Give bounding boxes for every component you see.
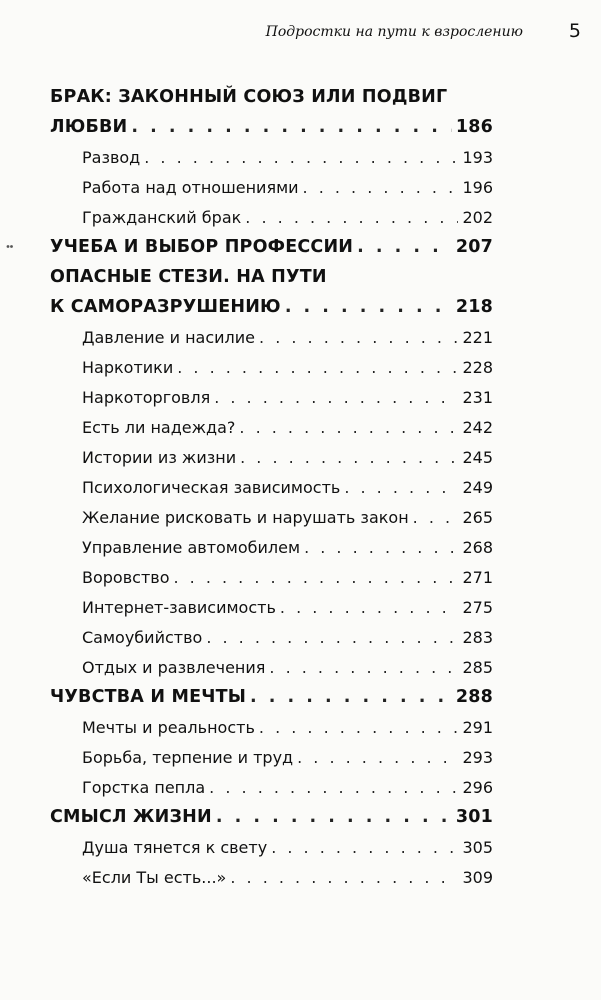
toc-entry-page: 196	[462, 178, 493, 197]
toc-entry-page: 301	[455, 807, 493, 827]
toc-section-entry	[50, 76, 493, 107]
toc-entry-title: Истории из жизни	[82, 448, 237, 467]
toc-entry-title: Борьба, терпение и труд	[82, 748, 294, 767]
toc-entry-page: 293	[462, 748, 493, 767]
toc-dot-leader	[285, 297, 452, 317]
page-number: 5	[568, 20, 581, 42]
toc-subsection-entry	[50, 647, 493, 677]
toc-entry-page: 249	[462, 478, 493, 497]
margin-mark-icon	[6, 234, 14, 239]
toc-section-entry	[50, 287, 493, 317]
toc-entry-page: 193	[462, 148, 493, 167]
toc-dot-leader	[214, 388, 458, 407]
toc-section-entry	[50, 797, 493, 827]
toc-entry-title: Наркоторговля	[82, 388, 211, 407]
toc-dot-leader	[245, 208, 458, 227]
toc-dot-leader	[239, 418, 458, 437]
toc-entry-title: Развод	[82, 148, 141, 167]
toc-entry-title: ЛЮБВИ	[50, 117, 128, 137]
toc-entry-page: 245	[462, 448, 493, 467]
toc-subsection-entry	[50, 857, 493, 887]
toc-entry-title: Гражданский брак	[82, 208, 242, 227]
toc-subsection-entry	[50, 317, 493, 347]
toc-dot-leader	[230, 868, 458, 887]
toc-entry-page: 221	[462, 328, 493, 347]
toc-subsection-entry	[50, 407, 493, 437]
toc-dot-leader	[357, 237, 452, 257]
toc-entry-page: 231	[462, 388, 493, 407]
toc-dot-leader	[177, 358, 458, 377]
toc-entry-title: Наркотики	[82, 358, 174, 377]
toc-subsection-entry	[50, 497, 493, 527]
toc-dot-leader	[144, 148, 458, 167]
toc-subsection-entry	[50, 767, 493, 797]
page-header	[0, 20, 601, 48]
toc-entry-page: 202	[462, 208, 493, 227]
toc-entry-title: Интернет-зависимость	[82, 598, 276, 617]
toc-entry-title: Есть ли надежда?	[82, 418, 236, 437]
toc-section-entry	[50, 227, 493, 257]
toc-entry-page: 265	[462, 508, 493, 527]
toc-entry-title: К САМОРАЗРУШЕНИЮ	[50, 297, 281, 317]
toc-entry-title: УЧЕБА И ВЫБОР ПРОФЕССИИ	[50, 237, 354, 257]
toc-entry-title: ОПАСНЫЕ СТЕЗИ. НА ПУТИ	[50, 267, 327, 287]
toc-subsection-entry	[50, 527, 493, 557]
toc-dot-leader	[259, 718, 459, 737]
toc-dot-leader	[304, 538, 458, 557]
toc-entry-title: Мечты и реальность	[82, 718, 255, 737]
toc-entry-page: 268	[462, 538, 493, 557]
toc-entry-title: БРАК: ЗАКОННЫЙ СОЮЗ ИЛИ ПОДВИГ	[50, 87, 448, 107]
toc-dot-leader	[269, 658, 458, 677]
toc-dot-leader	[271, 838, 458, 857]
toc-entry-title: «Если Ты есть...»	[82, 868, 227, 887]
toc-section-entry	[50, 677, 493, 707]
toc-entry-title: Управление автомобилем	[82, 538, 301, 557]
toc-subsection-entry	[50, 347, 493, 377]
toc-subsection-entry	[50, 437, 493, 467]
toc-entry-page: 275	[462, 598, 493, 617]
toc-dot-leader	[240, 448, 458, 467]
toc-section-entry	[50, 107, 493, 137]
toc-dot-leader	[250, 687, 452, 707]
toc-subsection-entry	[50, 137, 493, 167]
table-of-contents	[50, 76, 493, 887]
toc-entry-title: Желание рисковать и нарушать закон	[82, 508, 409, 527]
toc-subsection-entry	[50, 557, 493, 587]
toc-dot-leader	[413, 508, 459, 527]
toc-subsection-entry	[50, 827, 493, 857]
toc-entry-page: 283	[462, 628, 493, 647]
toc-entry-page: 309	[462, 868, 493, 887]
toc-dot-leader	[297, 748, 458, 767]
toc-subsection-entry	[50, 587, 493, 617]
toc-entry-title: Психологическая зависимость	[82, 478, 341, 497]
running-title: Подростки на пути к взрослению	[265, 24, 523, 40]
toc-dot-leader	[206, 628, 458, 647]
toc-entry-page: 305	[462, 838, 493, 857]
toc-entry-page: 296	[462, 778, 493, 797]
toc-dot-leader	[131, 117, 451, 137]
toc-dot-leader	[173, 568, 458, 587]
toc-entry-page: 218	[455, 297, 493, 317]
toc-entry-title: Воровство	[82, 568, 170, 587]
toc-subsection-entry	[50, 167, 493, 197]
toc-entry-page: 291	[462, 718, 493, 737]
toc-dot-leader	[216, 807, 452, 827]
toc-entry-page: 285	[462, 658, 493, 677]
toc-entry-page: 228	[462, 358, 493, 377]
toc-dot-leader	[259, 328, 458, 347]
toc-dot-leader	[280, 598, 459, 617]
toc-subsection-entry	[50, 197, 493, 227]
toc-entry-title: Горстка пепла	[82, 778, 206, 797]
toc-entry-page: 288	[455, 687, 493, 707]
toc-subsection-entry	[50, 467, 493, 497]
toc-subsection-entry	[50, 617, 493, 647]
toc-entry-title: СМЫСЛ ЖИЗНИ	[50, 807, 212, 827]
toc-entry-title: Давление и насилие	[82, 328, 256, 347]
toc-entry-title: Душа тянется к свету	[82, 838, 268, 857]
toc-subsection-entry	[50, 377, 493, 407]
toc-subsection-entry	[50, 737, 493, 767]
toc-section-entry	[50, 257, 493, 287]
toc-dot-leader	[344, 478, 458, 497]
toc-entry-page: 207	[455, 237, 493, 257]
toc-subsection-entry	[50, 707, 493, 737]
toc-entry-title: Работа над отношениями	[82, 178, 299, 197]
toc-entry-title: Отдых и развлечения	[82, 658, 266, 677]
toc-dot-leader	[209, 778, 458, 797]
toc-entry-title: ЧУВСТВА И МЕЧТЫ	[50, 687, 247, 707]
toc-entry-page: 186	[455, 117, 493, 137]
toc-dot-leader	[303, 178, 459, 197]
toc-entry-page: 271	[462, 568, 493, 587]
toc-entry-title: Самоубийство	[82, 628, 203, 647]
toc-entry-page: 242	[462, 418, 493, 437]
